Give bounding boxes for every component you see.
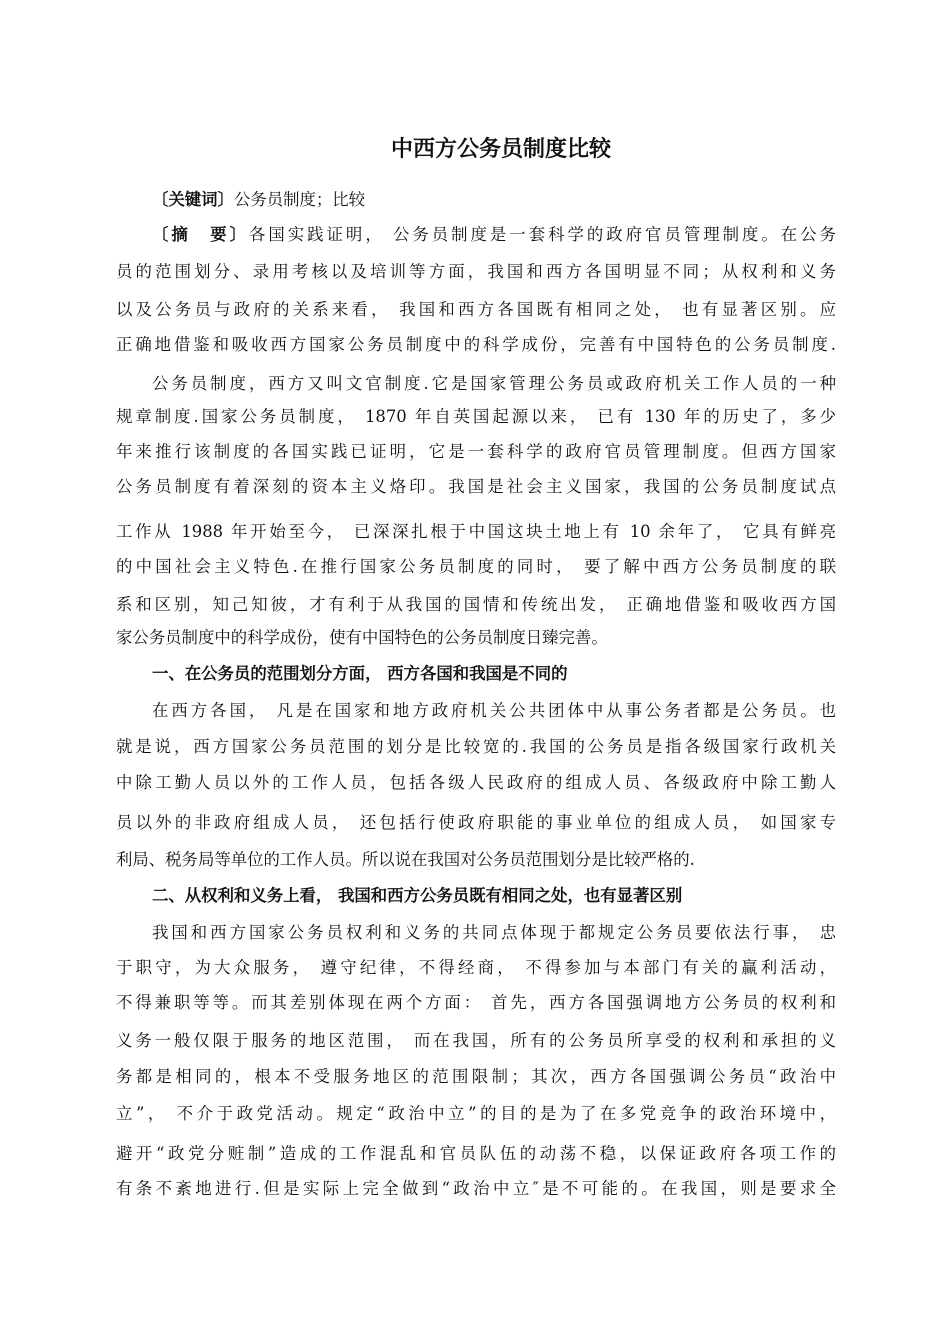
intro-line-1: 公务员制度，西方又叫文官制度.它是国家管理公务员或政府机关工作人员的一种: [152, 374, 836, 393]
section1-line-3: 中除工勤人员以外的工作人员，包括各级人民政府的组成人员、各级政府中除工勤人: [116, 773, 836, 792]
keywords-line: [152, 180, 836, 220]
intro-line-4: 公务员制度有着深刻的资本主义烙印。我国是社会主义国家，我国的公务员制度试点: [116, 477, 836, 496]
section2-line-8: 有条不紊地进行.但是实际上完全做到“政治中立″是不可能的。在我国，则是要求全: [116, 1179, 836, 1198]
section2-line-3: 不得兼职等等。而其差别体现在两个方面： 首先，西方各国强调地方公务员的权利和: [116, 993, 836, 1012]
abstract-text: 各国实践证明， 公务员制度是一套科学的政府官员管理制度。在公务: [248, 225, 836, 244]
abstract-label: 〔摘 要〕: [152, 225, 249, 244]
keywords-text: 公务员制度；比较: [233, 190, 366, 209]
intro-line-2: 规章制度.国家公务员制度， 1870 年自英国起源以来， 已有 130 年的历史了，多少: [116, 407, 836, 426]
section1-line-2: 就是说，西方国家公务员范围的划分是比较宽的.我国的公务员是指各级国家行政机关: [116, 737, 836, 756]
abstract-line-4: 正确地借鉴和吸收西方国家公务员制度中的科学成份，完善有中国特色的公务员制度.: [116, 335, 836, 354]
intro-line-8: 家公务员制度中的科学成份，使有中国特色的公务员制度日臻完善。: [116, 628, 608, 647]
intro-line-6: 的中国社会主义特色.在推行国家公务员制度的同时， 要了解中西方公务员制度的联: [116, 557, 836, 576]
section2-heading: 二、从权利和义务上看， 我国和西方公务员既有相同之处，也有显著区别: [152, 886, 683, 905]
section1-line-4: 员以外的非政府组成人员， 还包括行使政府职能的事业单位的组成人员， 如国家专: [116, 813, 836, 832]
section2-line-6: 立”， 不介于政党活动。规定“政治中立”的目的是为了在多党竞争的政治环境中，: [116, 1104, 836, 1123]
section2-line-1: 我国和西方国家公务员权利和义务的共同点体现于都规定公务员要依法行事， 忠: [152, 923, 836, 942]
section2-line-5: 务都是相同的，根本不受服务地区的范围限制；其次，西方各国强调公务员“政治中: [116, 1067, 836, 1086]
abstract-line-2: 员的范围划分、录用考核以及培训等方面，我国和西方各国明显不同；从权利和义务: [116, 262, 836, 281]
section1-line-1: 在西方各国， 凡是在国家和地方政府机关公共团体中从事公务者都是公务员。也: [152, 701, 836, 720]
section1-line-5: 利局、税务局等单位的工作人员。所以说在我国对公务员范围划分是比较严格的.: [116, 850, 695, 869]
section2-line-7: 避开“政党分赃制”造成的工作混乱和官员队伍的动荡不稳，以保证政府各项工作的: [116, 1144, 836, 1163]
abstract-line-3: 以及公务员与政府的关系来看， 我国和西方各国既有相同之处， 也有显著区别。应: [116, 300, 836, 319]
section1-heading: 一、在公务员的范围划分方面， 西方各国和我国是不同的: [152, 664, 568, 683]
abstract-line-1: [152, 215, 836, 255]
keywords-label: 〔关键词〕: [152, 190, 234, 209]
section2-line-2: 于职守，为大众服务， 遵守纪律，不得经商， 不得参加与本部门有关的赢利活动，: [116, 958, 836, 977]
intro-line-7: 系和区别，知己知彼，才有利于从我国的国情和传统出发， 正确地借鉴和吸收西方国: [116, 595, 836, 614]
intro-line-5: 工作从 1988 年开始至今， 已深深扎根于中国这块土地上有 10 余年了， 它具有鲜亮: [116, 522, 836, 541]
document-title: 中西方公务员制度比较: [390, 137, 611, 162]
intro-line-3: 年来推行该制度的各国实践已证明，它是一套科学的政府官员管理制度。但西方国家: [116, 442, 836, 461]
section2-line-4: 义务一般仅限于服务的地区范围， 而在我国，所有的公务员所享受的权利和承担的义: [116, 1031, 836, 1050]
